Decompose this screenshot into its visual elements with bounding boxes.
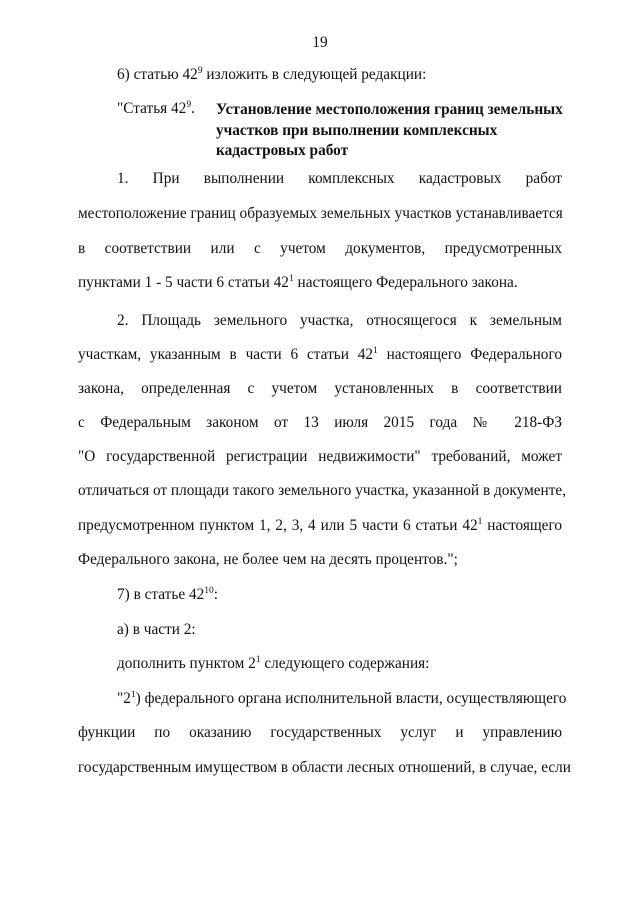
paragraph-1-line-3: в соответствии или с учетом документов, предусмотренных bbox=[78, 240, 562, 257]
paragraph-2-line-7: предусмотренном пунктом 1, 2, 3, 4 или 5 части 6 статьи $42^1$ настоящего bbox=[78, 516, 563, 534]
item-7-line: 7) в статье $42^{10}$: bbox=[117, 585, 218, 603]
item-6-line: 6) статью $42^9$ изложить в следующей редакции: bbox=[117, 65, 427, 83]
paragraph-2-line-8: Федерального закона, не более чем на десять процентов."; bbox=[78, 551, 458, 568]
point-2-1-line-3: государственным имуществом в области лесных отношений, в случае, если bbox=[78, 759, 571, 776]
paragraph-2-line-3: закона, определенная с учетом установленных в соответствии bbox=[78, 380, 562, 397]
point-2-1-line-1: "$2^1$) федерального органа исполнительной власти, осуществляющего bbox=[117, 689, 567, 707]
paragraph-2-line-6: отличаться от площади такого земельного участка, указанной в документе, bbox=[78, 482, 567, 499]
paragraph-2-line-2: участкам, указанным в части 6 статьи $42^1$ настоящего Федерального bbox=[78, 345, 562, 363]
paragraph-2-line-4: с Федеральным законом от 13 июля 2015 года № 218-ФЗ bbox=[78, 414, 562, 431]
paragraph-2-line-1: 2. Площадь земельного участка, относящегося к земельным bbox=[117, 312, 562, 329]
item-7a-line: а) в части 2: bbox=[117, 621, 196, 638]
paragraph-1-line-2: местоположение границ образуемых земельных участков устанавливается bbox=[78, 205, 563, 222]
paragraph-1-line-4: пунктами 1 - 5 части 6 статьи $42^1$ настоящего Федерального закона. bbox=[78, 273, 518, 291]
article-label: "Статья $42^9$. bbox=[117, 99, 195, 117]
point-2-1-line-2: функции по оказанию государственных услуг и управлению bbox=[78, 724, 562, 741]
page-number: 19 bbox=[312, 34, 328, 51]
paragraph-1-line-1: 1. При выполнении комплексных кадастровых работ bbox=[117, 170, 562, 187]
paragraph-2-line-5: "О государственной регистрации недвижимости" требований, может bbox=[78, 448, 562, 465]
article-title: Установление местоположения границ земельных участков при выполнении комплексных кадастровых работ bbox=[216, 101, 563, 159]
item-7a-add-line: дополнить пунктом $2^1$ следующего содержания: bbox=[117, 654, 430, 672]
